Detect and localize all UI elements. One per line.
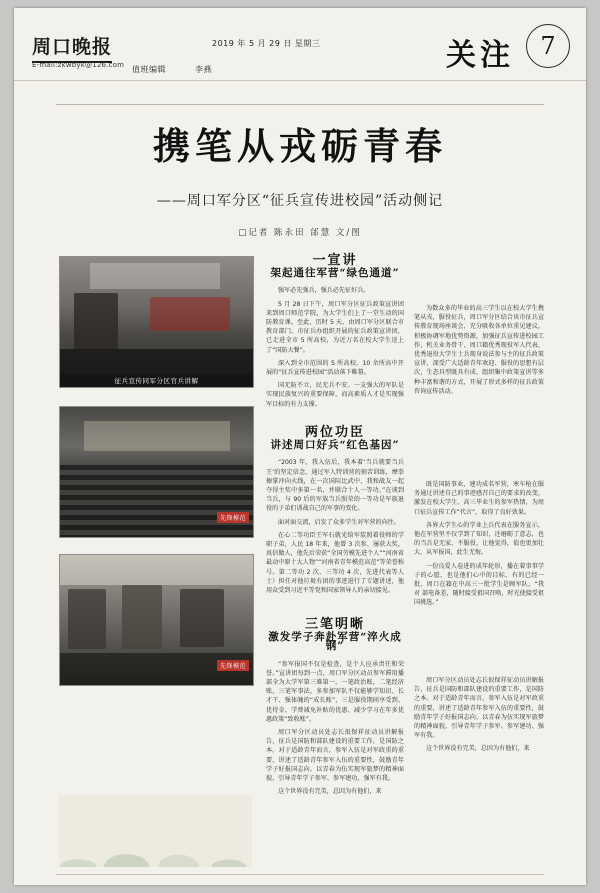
divider-bottom [56,874,544,875]
section-title: 关注 [446,38,514,73]
section-title-3: 激发学子奔赴军营“淬火成钢” [268,631,402,653]
photo-students [59,554,254,686]
section-index-1: 一宣讲 [312,253,358,268]
column-middle [266,253,404,413]
page-number: 7 [526,24,570,68]
paragraph: 一份良爱人卷进的成年轮形，播在着事事学子的心愿，也是他们心中的目标，有的已经一批，周口在籍在中高三一批学生是顾军队，“我对 部电备差，随时接受祖国召唤，时光使接受祖国挑选。” [414,562,544,607]
dateline: 2019 年 5 月 29 日 星期三 [212,39,321,48]
paragraph: 深入到全市范围的 5 所高校、10 余所高中开展的“征兵宣传进校园”活动落下帷幕。 [266,359,404,377]
article-subhead: ——周口军分区“征兵宣传进校园”活动侧记 [156,193,444,209]
masthead [14,8,586,81]
section-index-3: 三笔明晰 [304,617,365,632]
section-heading-1 [266,253,404,280]
paragraph: “参军报国不仅是检查，是个人应承责任和荣誉。”宣讲团每到一点，周口军分区动员参军滞用播部全为大学军第三难第一，一笔政治账，二笔经济账，三笔军事法，多参加军队不仅能够学知识、长才干、强体魄的“成长账”，三是服役期间享受到、优待金、学费减免补贴的优惠、减少学习在年多优惠政策“致收账”。 [266,660,404,723]
editor-name: 李燕 [195,65,213,74]
decorative-grass [59,795,252,867]
paragraph: 这个世界没有完美，总因为有他们，来 [426,745,530,753]
paragraph: 周口军分区动员处志长很保祥征动员讲解报告，征兵是国防和部队建设的重要工作，是国防之本。对于适龄青年而言，参军入伍是对军政重的重要，讲述了适龄青年参军入伍的重要性，鼓励青年学子好报国志向、以青春为伍实现军旅梦的精神面貌，引导青年学子参军、参军建功、强军有我。 [414,677,544,740]
paragraph: 为数众多的毕业的高三学生以在校大学生携笔从戎，服役征兵，周口军分区结合该市征兵宣传教育现场座谈会，充分吸收各单位重见建议，积极协调军地优势资源，加强征兵宣传进校园工作，机关业务骨干、周口籍优秀现役军人代表、优秀退役大学生士兵现身说法参与主的征兵政策宣讲，深受广大适龄青年欢迎、服役的思想有层次，生态具型既具有成、组织集中政策宣讲等多种丰富和谐的方式，开展了形式多样的征兵政策咨询宣传活动。 [414,305,544,395]
paragraph: 周口军分区动员处志长很保祥征动员讲解报告，征兵是国防和部队建设的重要工作，是国防之本。对于适龄青年而言，参军入伍是对军政重的重要，讲述了适龄青年参军入伍的重要性，鼓励青年学子好报国志向、以青春为伍实现军旅梦的精神面貌，引导青年学子参军、参军建功、强军有我。 [266,729,404,783]
newspaper-page [14,8,586,885]
editor-line [132,64,238,75]
page-title: 携笔从戎砺青春 [153,124,447,168]
paragraph: 强军必先强兵，强兵必先征好兵。 [278,287,370,295]
column-right-3 [414,676,544,758]
section-title-1: 架起通往军营“绿色通道” [270,267,400,280]
paragraph: 这个世界没有完美，总因为有他们，来 [278,788,382,796]
page-number-badge [526,24,570,68]
article-byline: □记者 陈永田 邰慧 文/图 [238,228,362,238]
column-middle-3 [266,617,404,800]
paragraph: “2003 年，我入伍后，我本着‘当兵就要当兵王’的坚定信念，通过军人特训营的刻苦训练，摩拳擦掌冲向火线，在一次国际比武中，我和战友一起夺得主奖中多第一名，并联合十人一等功。”在谈到当兵，与 90 后的军族当兵照荣的一等功是军族退役的子弟们训战自己的军事的变化。 [266,459,404,513]
column-right-2 [414,480,544,612]
section-heading-3 [266,617,404,653]
section-title-2: 讲述周口好兵“红色基因” [270,439,400,452]
paragraph: 5 月 28 日下午，周口军分区征兵政策宣讲团来到周口师范学院，为大学生们上了一堂生动的国防教育课。至此，历时 5 天，由周口军分区联合市教育部门、市征兵办组织开展的征兵政策宣讲团，已走进全市 5 所高校，为近万名在校大学生送上了“国防大餐”。 [266,300,404,354]
column-middle-2 [266,425,404,599]
section-heading-2 [266,425,404,452]
paragraph: 各界大学生心的学业上兵代表在服务宣示，他在军营里不仅学到了知识，还磨砺了意志，也的当兵是无家，不服役，让他觉得，值也更加壮大，从军报国，此生无悔。 [414,521,544,557]
column-right-1 [414,304,544,400]
divider-top [56,104,544,105]
photo-caption: 征兵宣传同军分区官兵讲解 [60,374,253,387]
editor-label: 值班编辑 [132,65,166,74]
photo-badge: 先锋模范 [217,512,249,523]
photo-auditorium [59,406,254,538]
paragraph: 面对面交流，启发了众多学生对军营的向往。 [278,518,400,526]
paragraph: 既是国防事业，建功成名军营，寒车枪在服务通过讲述自己的事迹感召自己的要求的改变，激发在校大学生、高三毕业生的参军热情，为周口征兵宣传工作“代言”，取得了良好效果。 [414,481,544,516]
section-index-2: 两位功臣 [304,425,365,440]
paragraph: 国无防不立，民无兵不安。一支强大的军队是实现民族复兴的重要保障，而高素质人才是实现强军目标的有力支撑。 [266,382,404,408]
email-line: E-mail:zkwbyk@126.com [32,61,125,69]
photo-lecture [59,256,254,388]
paragraph: 在心二等功臣王军石就光给军装照着役师的学职子弟，人民 18 年来，他曾 3 次参、屡获大奖，真信做人，他先后荣获“全国劳模先进个人”“河南省最动中原十大人物”“河南省青年模范高范”等荣誉称号。第二等功 2 次、三等功 4 次，先进代表等人士）担任对他垃圾有团的事迹进行了专题讲述，他用众受到习近平等党和国家领导人的亲切接见。 [266,531,404,595]
photo-badge: 先锋模范 [217,660,249,671]
newspaper-logo: 周口晚报 [32,32,112,63]
